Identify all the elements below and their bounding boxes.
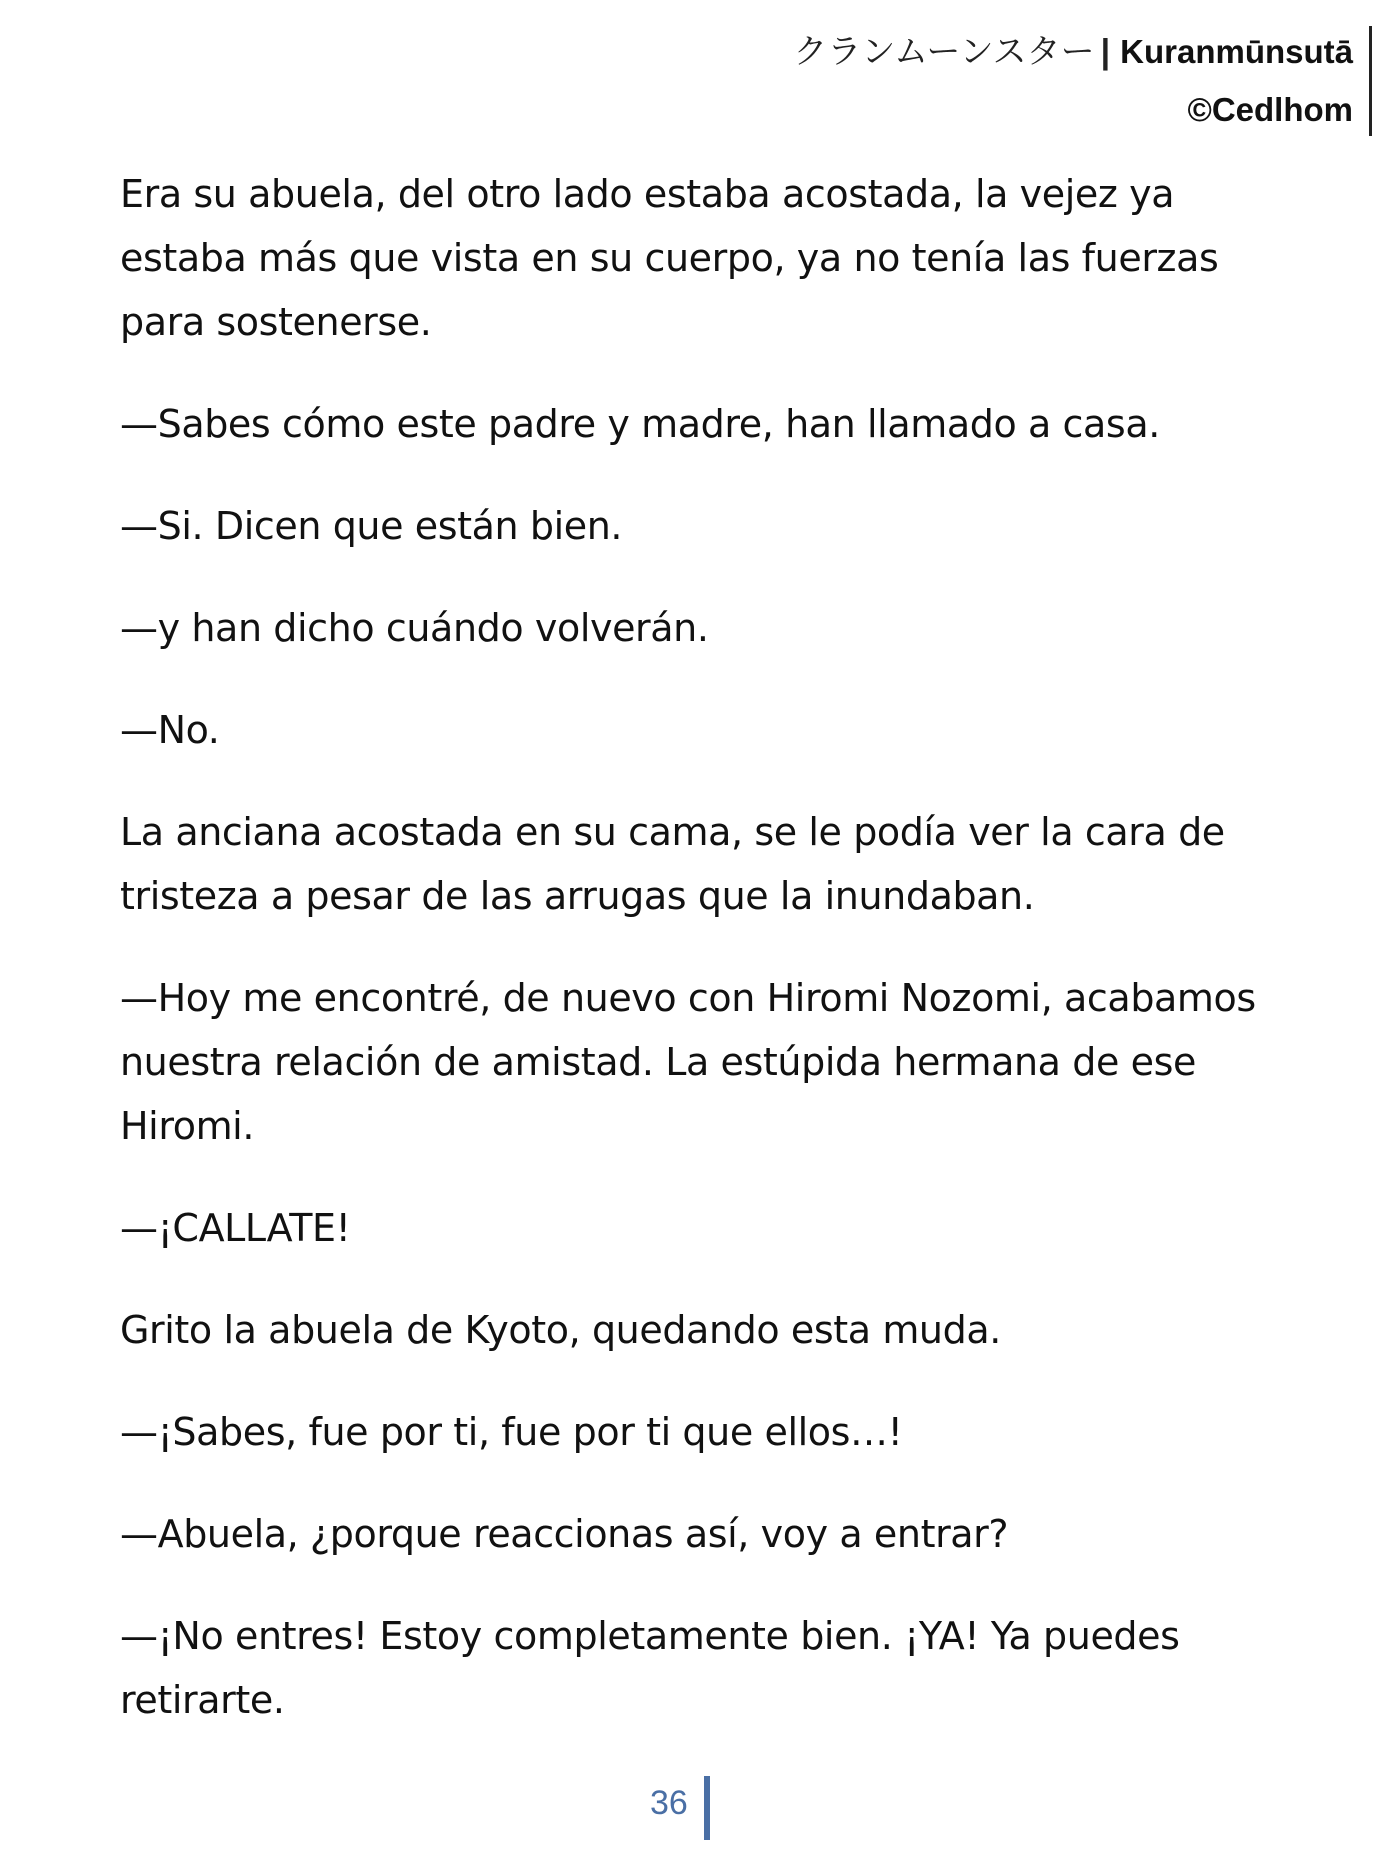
paragraph: La anciana acostada en su cama, se le podía ver la cara de tristeza a pesar de las arrugas que la inundaban. [120,810,1225,918]
page-header [793,26,1372,136]
page-number-bar [704,1776,710,1840]
dialogue-line: —¡CALLATE! [120,1206,351,1250]
header-copyright: ©Cedlhom [1187,91,1353,128]
page-number: 36 [650,1784,688,1822]
dialogue-line: —y han dicho cuándo volverán. [120,606,709,650]
header-title-line [793,26,1353,84]
document-body [120,162,1300,1770]
header-title-romaji: Kuranmūnsutā [1120,33,1353,70]
dialogue-line: —Si. Dicen que están bien. [120,504,623,548]
dialogue-line: —Hoy me encontré, de nuevo con Hiromi Nozomi, acabamos nuestra relación de amistad. La estúpida hermana de ese Hiromi. [120,976,1256,1148]
dialogue-line: —No. [120,708,220,752]
dialogue-line: —¡No entres! Estoy completamente bien. ¡YA! Ya puedes retirarte. [120,1614,1180,1722]
paragraph: Grito la abuela de Kyoto, quedando esta muda. [120,1308,1001,1352]
dialogue-line: —Abuela, ¿porque reaccionas así, voy a entrar? [120,1512,1009,1556]
dialogue-line: —¡Sabes, fue por ti, fue por ti que ellos…! [120,1410,903,1454]
paragraph: Era su abuela, del otro lado estaba acostada, la vejez ya estaba más que vista en su cuerpo, ya no tenía las fuerzas para sostenerse. [120,172,1219,344]
page-footer [0,1776,1400,1846]
header-separator: | [1100,33,1111,71]
dialogue-line: —Sabes cómo este padre y madre, han llamado a casa. [120,402,1160,446]
header-title-japanese: クランムーンスター [793,32,1095,72]
